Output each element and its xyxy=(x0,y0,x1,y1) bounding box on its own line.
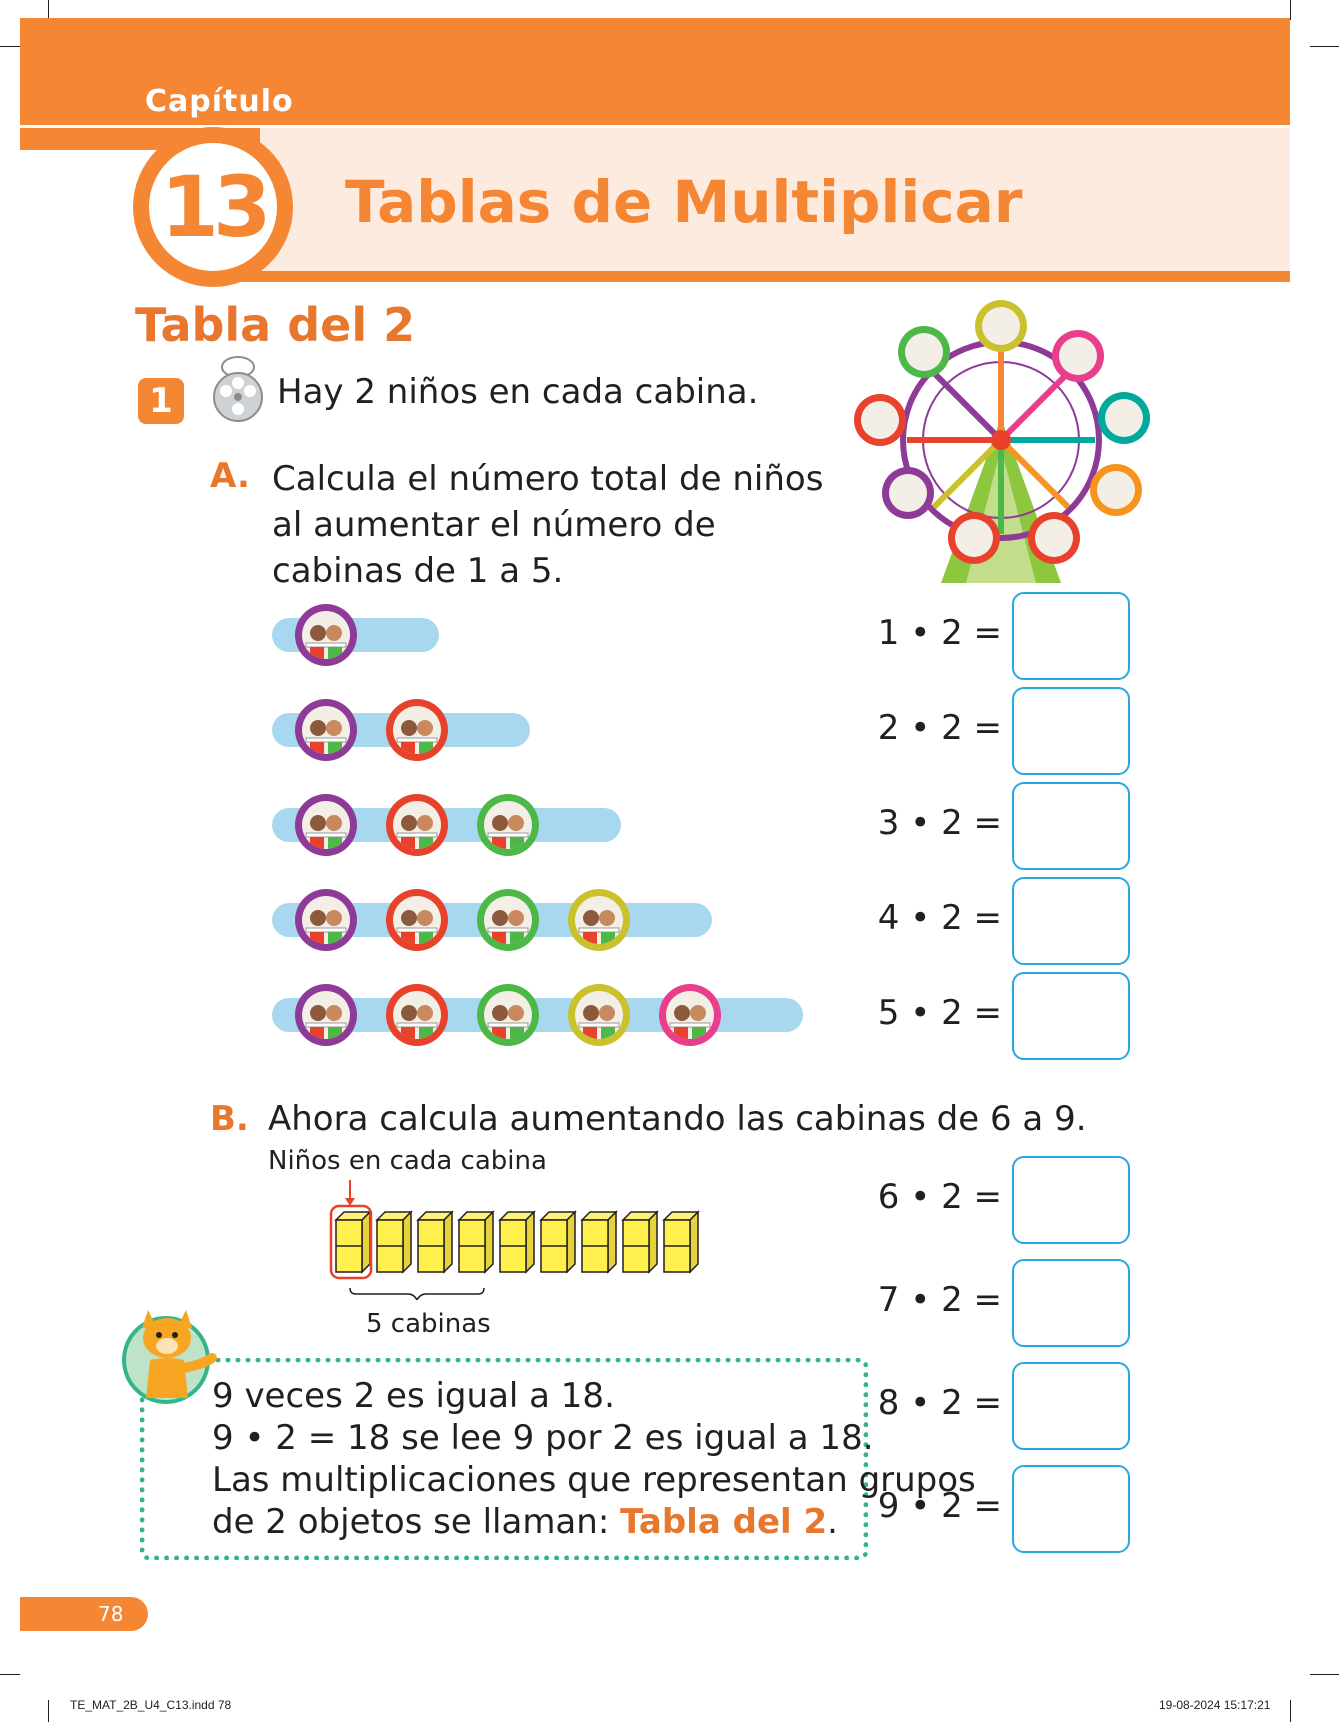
cabin-window xyxy=(393,896,441,944)
section-title: Tabla del 2 xyxy=(135,298,416,352)
cabin-window xyxy=(484,991,532,1039)
crop-mark xyxy=(48,1700,49,1722)
chapter-label: Capítulo xyxy=(145,84,294,119)
cube-block xyxy=(664,1212,698,1272)
cabin-window xyxy=(484,801,532,849)
chapter-title: Tablas de Multiplicar xyxy=(345,168,1023,236)
cabin-icon xyxy=(568,889,630,951)
cabin-icon xyxy=(477,889,539,951)
brace-label: 5 cabinas xyxy=(366,1309,491,1339)
info-line-4-prefix: de 2 objetos se llaman: xyxy=(212,1502,621,1542)
cube-block xyxy=(541,1212,575,1272)
part-a-letter: A. xyxy=(210,456,250,496)
info-line-3: Las multiplicaciones que representan grupos xyxy=(212,1460,976,1500)
cube-block xyxy=(377,1212,411,1272)
cabin-icon xyxy=(295,889,357,951)
header-underline xyxy=(190,271,1290,282)
answer-box[interactable] xyxy=(1012,782,1130,870)
brace xyxy=(350,1288,484,1300)
footer-timestamp: 19-08-2024 15:17:21 xyxy=(1159,1698,1271,1712)
info-line-4-suffix: . xyxy=(827,1502,838,1542)
part-b-letter: B. xyxy=(210,1099,249,1139)
cabin-icon xyxy=(295,699,357,761)
crop-mark xyxy=(1290,0,1291,20)
cabin-icon xyxy=(386,889,448,951)
cabin-window xyxy=(666,991,714,1039)
answer-box[interactable] xyxy=(1012,687,1130,775)
crop-mark xyxy=(0,46,20,47)
chapter-number-badge xyxy=(133,127,293,287)
exercise-number-badge: 1 xyxy=(138,378,184,424)
multiplication-expression: 3 • 2 = xyxy=(877,803,1002,843)
cube-block xyxy=(459,1212,493,1272)
cube-blocks-diagram xyxy=(320,1180,720,1300)
answer-box[interactable] xyxy=(1012,592,1130,680)
cabin-icon xyxy=(295,604,357,666)
table-name-highlight: Tabla del 2 xyxy=(620,1502,828,1542)
cube-block xyxy=(336,1212,370,1272)
cabin-icon xyxy=(386,699,448,761)
crop-mark xyxy=(48,0,49,20)
answer-box[interactable] xyxy=(1012,1156,1130,1244)
part-a-instructions: Calcula el número total de niños al aumentar el número de cabinas de 1 a 5. xyxy=(272,459,824,591)
group-work-icon xyxy=(208,355,268,423)
cabin-window xyxy=(302,706,350,754)
cabin-window xyxy=(484,896,532,944)
info-line-1: 9 veces 2 es igual a 18. xyxy=(212,1376,615,1416)
part-b-instructions: Ahora calcula aumentando las cabinas de 6 a 9. xyxy=(268,1099,1087,1139)
page-number-tab xyxy=(20,1597,148,1631)
cabin-icon xyxy=(659,984,721,1046)
info-line-4 xyxy=(212,1502,838,1542)
multiplication-expression: 6 • 2 = xyxy=(877,1177,1002,1217)
cabin-window xyxy=(393,706,441,754)
cabin-window xyxy=(393,801,441,849)
crop-mark xyxy=(1310,46,1339,47)
cube-block xyxy=(418,1212,452,1272)
blocks-caption: Niños en cada cabina xyxy=(268,1146,547,1176)
answer-box[interactable] xyxy=(1012,1259,1130,1347)
crop-mark xyxy=(1310,1674,1339,1675)
cabin-window xyxy=(302,801,350,849)
multiplication-expression: 7 • 2 = xyxy=(877,1280,1002,1320)
cabin-window xyxy=(302,611,350,659)
crop-mark xyxy=(1290,1700,1291,1722)
chapter-number-inner xyxy=(149,143,277,271)
crop-mark xyxy=(0,1674,20,1675)
cabin-icon xyxy=(386,794,448,856)
answer-box[interactable] xyxy=(1012,1362,1130,1450)
cube-block xyxy=(623,1212,657,1272)
multiplication-expression: 4 • 2 = xyxy=(877,898,1002,938)
cabin-icon xyxy=(477,984,539,1046)
answer-box[interactable] xyxy=(1012,877,1130,965)
cabin-icon xyxy=(477,794,539,856)
info-line-2: 9 • 2 = 18 se lee 9 por 2 es igual a 18. xyxy=(212,1418,874,1458)
cabin-icon xyxy=(568,984,630,1046)
page-number: 78 xyxy=(98,1602,124,1626)
multiplication-expression: 5 • 2 = xyxy=(877,993,1002,1033)
exercise-intro: Hay 2 niños en cada cabina. xyxy=(277,372,759,412)
cabin-icon xyxy=(295,794,357,856)
chapter-number: 13 xyxy=(160,158,266,256)
cabin-icon xyxy=(295,984,357,1046)
cabin-icon xyxy=(386,984,448,1046)
multiplication-expression: 1 • 2 = xyxy=(877,613,1002,653)
ferris-wheel-illustration xyxy=(846,298,1156,583)
multiplication-expression: 9 • 2 = xyxy=(877,1486,1002,1526)
cube-block xyxy=(582,1212,616,1272)
cabin-window xyxy=(575,991,623,1039)
multiplication-expression: 2 • 2 = xyxy=(877,708,1002,748)
cabin-window xyxy=(302,896,350,944)
cabin-window xyxy=(393,991,441,1039)
multiplication-expression: 8 • 2 = xyxy=(877,1383,1002,1423)
cabin-window xyxy=(302,991,350,1039)
cube-block xyxy=(500,1212,534,1272)
footer-file-name: TE_MAT_2B_U4_C13.indd 78 xyxy=(70,1698,232,1712)
cabin-window xyxy=(575,896,623,944)
answer-box[interactable] xyxy=(1012,1465,1130,1553)
answer-box[interactable] xyxy=(1012,972,1130,1060)
